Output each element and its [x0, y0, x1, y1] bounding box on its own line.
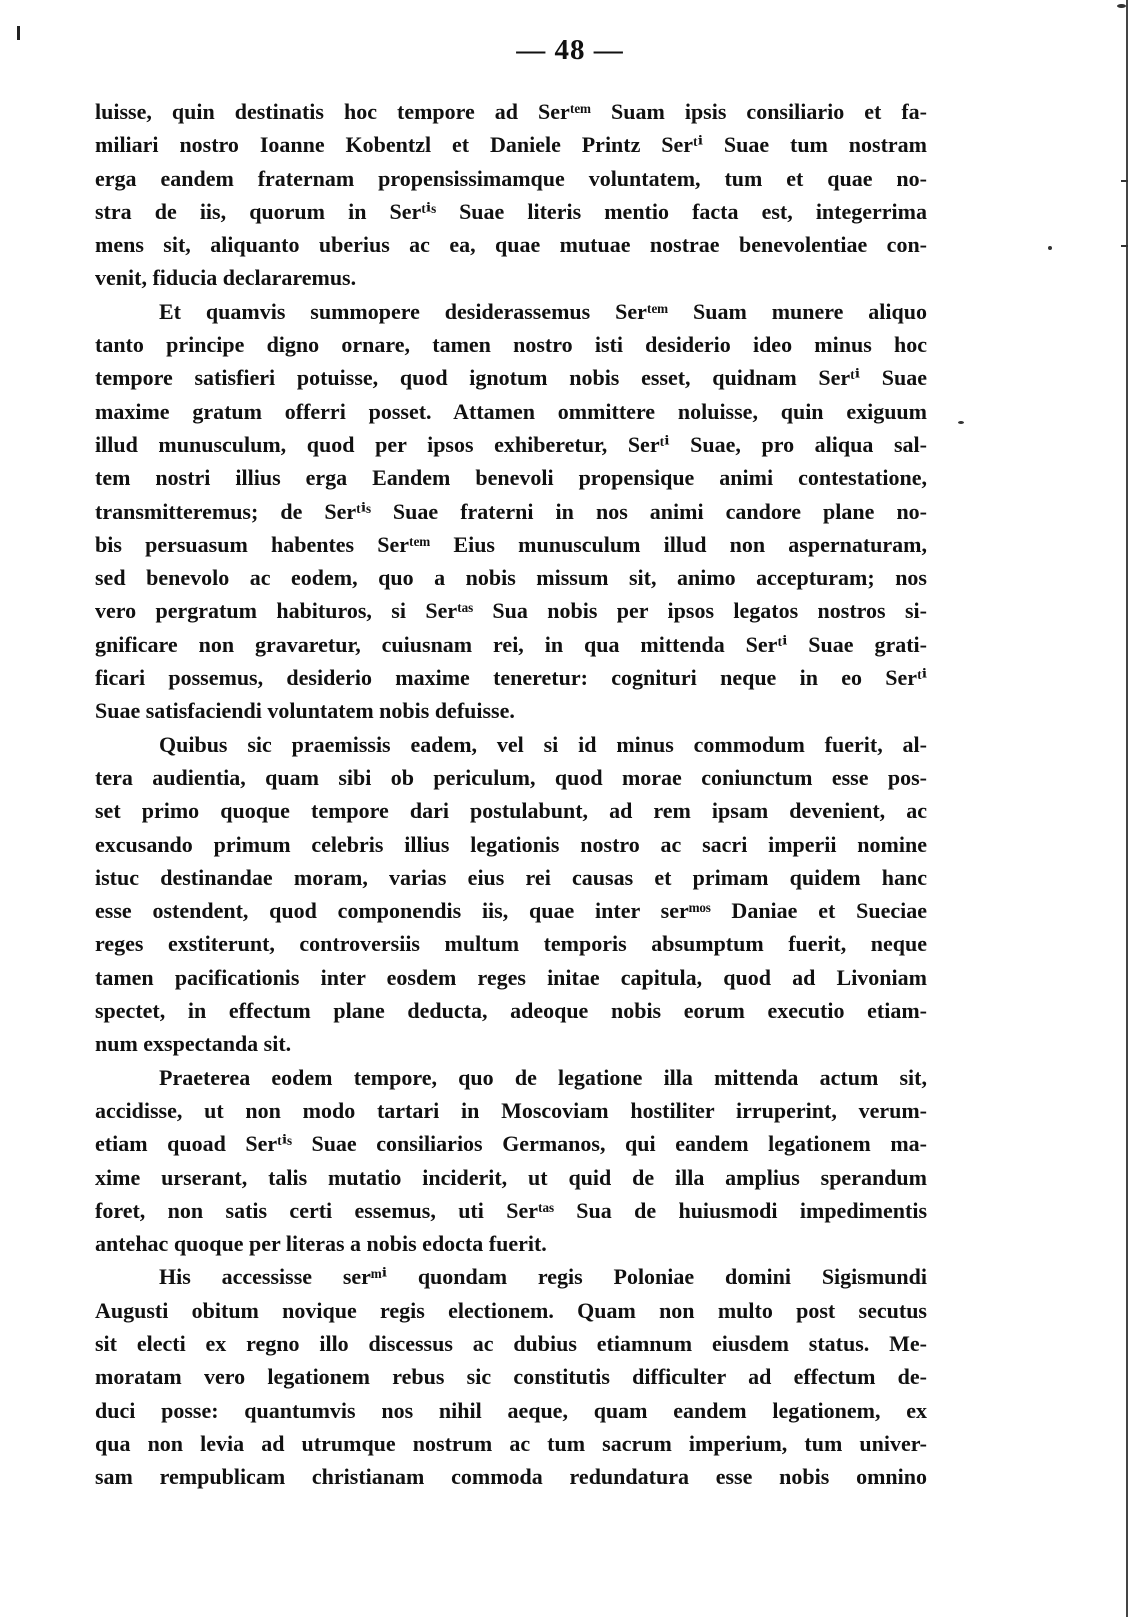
page-edge-rule [1126, 0, 1128, 1617]
text-line: stra de iis, quorum in Serᵗⁱˢ Suae literis mentio facta est, integerrima [95, 198, 927, 224]
text-line: erga eandem fraternam propensissimamque voluntatem, tum et quae no- [95, 165, 927, 191]
text-line: His accessisse serᵐⁱ quondam regis Poloniae domini Sigismundi [159, 1264, 927, 1290]
text-line: reges exstiterunt, controversiis multum temporis absumptum fuerit, neque [95, 931, 927, 957]
text-line: mens sit, aliquanto uberius ac ea, quae mutuae nostrae benevolentiae con- [95, 232, 927, 258]
text-line: sed benevolo ac eodem, quo a nobis missum sit, animo accepturam; nos [95, 565, 927, 591]
text-line: maxime gratum offerri posset. Attamen ommittere noluisse, quin exiguum [95, 398, 927, 424]
text-line: istuc destinandae moram, varias eius rei causas et primam quidem hanc [95, 864, 927, 890]
text-line: spectet, in effectum plane deducta, adeoque nobis eorum executio etiam- [95, 998, 927, 1024]
text-line: accidisse, ut non modo tartari in Moscoviam hostiliter irruperint, verum- [95, 1097, 927, 1123]
scan-speck [1048, 246, 1052, 250]
text-line: sit electi ex regno illo discessus ac dubius etiamnum eiusdem status. Me- [95, 1330, 927, 1356]
text-line: vero pergratum habituros, si Serᵗᵃˢ Sua nobis per ipsos legatos nostros si- [95, 598, 927, 624]
text-line: ficari possemus, desiderio maxime teneretur: cognituri neque in eo Serᵗⁱ [95, 665, 927, 691]
text-line: Praeterea eodem tempore, quo de legatione illa mittenda actum sit, [159, 1064, 927, 1090]
text-line: Et quamvis summopere desiderassemus Serᵗᵉᵐ Suam munere aliquo [159, 298, 927, 324]
scan-speck [958, 421, 964, 424]
text-line: venit, fiducia declararemus. [95, 265, 357, 291]
text-line: etiam quoad Serᵗⁱˢ Suae consiliarios Germanos, qui eandem legationem ma- [95, 1131, 927, 1157]
text-line: tamen pacificationis inter eosdem reges initae capitula, quod ad Livoniam [95, 964, 927, 990]
text-line: duci posse: quantumvis nos nihil aeque, quam eandem legationem, ex [95, 1397, 927, 1423]
body-text [95, 95, 927, 1493]
text-line: bis persuasum habentes Serᵗᵉᵐ Eius munusculum illud non aspernaturam, [95, 531, 927, 557]
text-line: num exspectanda sit. [95, 1031, 292, 1057]
text-line: tempore satisfieri potuisse, quod ignotum nobis esset, quidnam Serᵗⁱ Suae [95, 365, 927, 391]
scan-speck [1117, 4, 1126, 8]
text-line: illud munusculum, quod per ipsos exhiberetur, Serᵗⁱ Suae, pro aliqua sal- [95, 431, 927, 457]
text-line: tem nostri illius erga Eandem benevoli propensique animi contestatione, [95, 465, 927, 491]
text-line: Quibus sic praemissis eadem, vel si id minus commodum fuerit, al- [159, 731, 927, 757]
text-line: antehac quoque per literas a nobis edocta fuerit. [95, 1231, 547, 1257]
page-edge-tick [1121, 245, 1128, 247]
text-line: luisse, quin destinatis hoc tempore ad Serᵗᵉᵐ Suam ipsis consiliario et fa- [95, 99, 927, 124]
text-line: tanto principe digno ornare, tamen nostro isti desiderio ideo minus hoc [95, 332, 927, 358]
text-line: set primo quoque tempore dari postulabunt, ad rem ipsam devenient, ac [95, 798, 927, 824]
page-number: — 48 — [516, 34, 624, 66]
text-line: excusando primum celebris illius legationis nostro ac sacri imperii nomine [95, 831, 927, 857]
text-line: Augusti obitum novique regis electionem. Quam non multo post secutus [95, 1297, 927, 1323]
text-line: esse ostendent, quod componendis iis, quae inter serᵐᵒˢ Daniae et Sueciae [95, 898, 927, 924]
text-line: qua non levia ad utrumque nostrum ac tum sacrum imperium, tum univer- [95, 1430, 927, 1456]
text-line: xime urserant, talis mutatio inciderit, ut quid de illa amplius sperandum [95, 1164, 927, 1190]
text-line: transmitteremus; de Serᵗⁱˢ Suae fraterni in nos animi candore plane no- [95, 498, 927, 524]
text-line: moratam vero legationem rebus sic constitutis difficulter ad effectum de- [95, 1364, 927, 1390]
text-line: sam rempublicam christianam commoda redundatura esse nobis omnino [95, 1464, 927, 1490]
text-line: foret, non satis certi essemus, uti Serᵗᵃˢ Sua de huiusmodi impedimentis [95, 1197, 927, 1223]
text-line: miliari nostro Ioanne Kobentzl et Daniele Printz Serᵗⁱ Suae tum nostram [95, 132, 927, 158]
page-edge-tick [1121, 180, 1128, 182]
text-line: tera audientia, quam sibi ob periculum, quod morae coniunctum esse pos- [95, 764, 927, 790]
text-line: Suae satisfaciendi voluntatem nobis defuisse. [95, 698, 515, 724]
text-line: gnificare non gravaretur, cuiusnam rei, in qua mittenda Serᵗⁱ Suae grati- [95, 631, 927, 657]
